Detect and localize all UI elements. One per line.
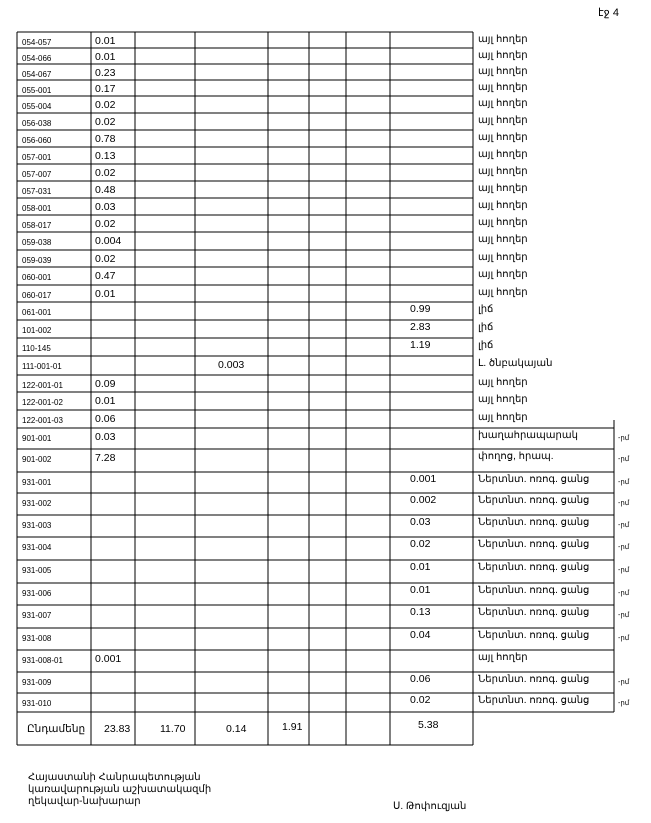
land-purpose: այլ հողեր <box>478 66 528 77</box>
footer-line-1: Հայաստանի Հանրապետության <box>28 772 201 783</box>
area-col1: 0.01 <box>95 395 116 407</box>
area-col1: 0.03 <box>95 431 116 443</box>
area-col1: 0.13 <box>95 150 116 162</box>
land-purpose: այլ հողեր <box>478 412 528 423</box>
land-purpose: Ներտնտ. ոռոգ. ցանց <box>478 495 590 506</box>
parcel-code: 058-001 <box>22 204 52 213</box>
area-col7: 0.002 <box>410 494 437 506</box>
parcel-code: 101-002 <box>22 326 52 335</box>
parcel-code: 054-057 <box>22 38 52 47</box>
area-col7: 0.01 <box>410 584 431 596</box>
parcel-code: 054-066 <box>22 54 52 63</box>
parcel-code: 061-001 <box>22 308 52 317</box>
area-col1: 0.01 <box>95 51 116 63</box>
parcel-code: 931-003 <box>22 521 52 530</box>
land-purpose: այլ հողեր <box>478 34 528 45</box>
area-col1: 0.06 <box>95 413 116 425</box>
area-col1: 0.02 <box>95 253 116 265</box>
land-purpose: այլ հողեր <box>478 82 528 93</box>
land-purpose: Ներտնտ. ոռոգ. ցանց <box>478 474 590 485</box>
area-col7: 0.001 <box>410 473 437 485</box>
area-col1: 0.23 <box>95 67 116 79</box>
area-col1: 0.02 <box>95 116 116 128</box>
area-col1: 0.01 <box>95 288 116 300</box>
land-purpose: Ներտնտ. ոռոգ. ցանց <box>478 695 590 706</box>
land-purpose: այլ հողեր <box>478 394 528 405</box>
total-col4: 1.91 <box>282 721 303 733</box>
land-purpose: այլ հողեր <box>478 166 528 177</box>
parcel-code: 931-006 <box>22 589 52 598</box>
land-purpose: Ներտնտ. ոռոգ. ցանց <box>478 585 590 596</box>
parcel-code: 057-031 <box>22 187 52 196</box>
area-col1: 0.02 <box>95 218 116 230</box>
land-purpose: այլ հողեր <box>478 252 528 263</box>
signature-block <box>28 772 211 808</box>
parcel-code: 931-005 <box>22 566 52 575</box>
land-purpose: այլ հողեր <box>478 234 528 245</box>
row-mark: -րմ <box>618 544 630 551</box>
row-mark: -րմ <box>618 522 630 529</box>
parcel-code: 059-038 <box>22 238 52 247</box>
area-col1: 0.17 <box>95 83 116 95</box>
land-purpose: այլ հողեր <box>478 149 528 160</box>
parcel-code: 060-001 <box>22 273 52 282</box>
area-col7: 1.19 <box>410 339 431 351</box>
land-purpose: Ներտնտ. ոռոգ. ցանց <box>478 562 590 573</box>
row-mark: -րմ <box>618 500 630 507</box>
land-purpose: լիճ <box>478 322 494 333</box>
area-col1: 0.48 <box>95 184 116 196</box>
land-purpose: Ներտնտ. ոռոգ. ցանց <box>478 607 590 618</box>
area-col1: 0.78 <box>95 133 116 145</box>
area-col1: 0.001 <box>95 653 122 665</box>
parcel-code: 931-002 <box>22 499 52 508</box>
signature-name: Ս. Թոփուզյան <box>393 801 467 812</box>
land-purpose: փողոց, հրապ. <box>478 451 554 462</box>
row-mark: -րմ <box>618 635 630 642</box>
row-mark: -րմ <box>618 700 630 707</box>
parcel-code: 054-067 <box>22 70 52 79</box>
area-col7: 0.13 <box>410 606 431 618</box>
row-mark: -րմ <box>618 567 630 574</box>
row-mark: -րմ <box>618 435 630 442</box>
land-purpose: խաղահրապարակ <box>478 430 578 441</box>
land-purpose: այլ հողեր <box>478 652 528 663</box>
area-col7: 0.01 <box>410 561 431 573</box>
land-purpose: Լ. ծնբակայան <box>478 358 553 369</box>
footer-line-2: կառավարության աշխատակազմի <box>28 784 212 795</box>
parcel-code: 057-001 <box>22 153 52 162</box>
parcel-code: 931-004 <box>22 543 52 552</box>
area-col1: 7.28 <box>95 452 116 464</box>
parcel-code: 056-038 <box>22 119 52 128</box>
land-purpose: այլ հողեր <box>478 132 528 143</box>
area-col7: 0.06 <box>410 673 431 685</box>
area-col7: 0.03 <box>410 516 431 528</box>
area-col7: 0.04 <box>410 629 431 641</box>
row-mark: -րմ <box>618 456 630 463</box>
area-col1: 0.09 <box>95 378 116 390</box>
area-col7: 0.99 <box>410 303 431 315</box>
parcel-code: 059-039 <box>22 256 52 265</box>
area-col1: 0.01 <box>95 35 116 47</box>
land-purpose: այլ հողեր <box>478 269 528 280</box>
parcel-code: 122-001-02 <box>22 398 63 407</box>
parcel-code: 901-001 <box>22 434 52 443</box>
parcel-code: 110-145 <box>22 344 51 353</box>
parcel-code: 931-009 <box>22 678 52 687</box>
land-purpose: լիճ <box>478 340 494 351</box>
parcel-code: 060-017 <box>22 291 52 300</box>
total-col3: 0.14 <box>226 723 247 735</box>
land-purpose: Ներտնտ. ոռոգ. ցանց <box>478 674 590 685</box>
area-col1: 0.03 <box>95 201 116 213</box>
parcel-code: 931-008-01 <box>22 656 63 665</box>
land-purpose: Ներտնտ. ոռոգ. ցանց <box>478 539 590 550</box>
parcel-code: 931-008 <box>22 634 52 643</box>
total-label: Ընդամենը <box>27 723 86 735</box>
total-col2: 11.70 <box>160 723 186 735</box>
row-mark: -րմ <box>618 590 630 597</box>
parcel-code: 931-001 <box>22 478 52 487</box>
area-col7: 2.83 <box>410 321 431 333</box>
area-col7: 0.02 <box>410 694 431 706</box>
land-purpose: այլ հողեր <box>478 200 528 211</box>
area-col1: 0.02 <box>95 99 116 111</box>
land-purpose: այլ հողեր <box>478 377 528 388</box>
parcel-code: 057-007 <box>22 170 52 179</box>
parcel-code: 931-010 <box>22 699 52 708</box>
parcel-code: 901-002 <box>22 455 52 464</box>
parcel-code: 058-017 <box>22 221 52 230</box>
parcel-code: 111-001-01 <box>22 362 62 371</box>
total-col7: 5.38 <box>418 719 439 731</box>
row-mark: -րմ <box>618 479 630 486</box>
parcel-code: 122-001-03 <box>22 416 63 425</box>
land-purpose: այլ հողեր <box>478 183 528 194</box>
parcel-code: 056-060 <box>22 136 52 145</box>
land-purpose: այլ հողեր <box>478 287 528 298</box>
row-mark: -րմ <box>618 679 630 686</box>
page-number: էջ 4 <box>598 7 619 19</box>
land-purpose: Ներտնտ. ոռոգ. ցանց <box>478 630 590 641</box>
land-purpose: այլ հողեր <box>478 50 528 61</box>
area-col3: 0.003 <box>218 359 245 371</box>
land-purpose: այլ հողեր <box>478 217 528 228</box>
parcel-code: 055-004 <box>22 102 52 111</box>
row-mark: -րմ <box>618 612 630 619</box>
land-purpose: լիճ <box>478 304 494 315</box>
area-col1: 0.02 <box>95 167 116 179</box>
land-purpose: այլ հողեր <box>478 98 528 109</box>
area-col1: 0.004 <box>95 235 122 247</box>
footer-line-3: ղեկավար-նախարար <box>28 796 141 807</box>
area-col7: 0.02 <box>410 538 431 550</box>
parcel-code: 931-007 <box>22 611 52 620</box>
total-col1: 23.83 <box>104 723 131 735</box>
land-purpose: Ներտնտ. ոռոգ. ցանց <box>478 517 590 528</box>
parcel-code: 122-001-01 <box>22 381 63 390</box>
land-purpose: այլ հողեր <box>478 115 528 126</box>
parcel-code: 055-001 <box>22 86 52 95</box>
area-col1: 0.47 <box>95 270 116 282</box>
